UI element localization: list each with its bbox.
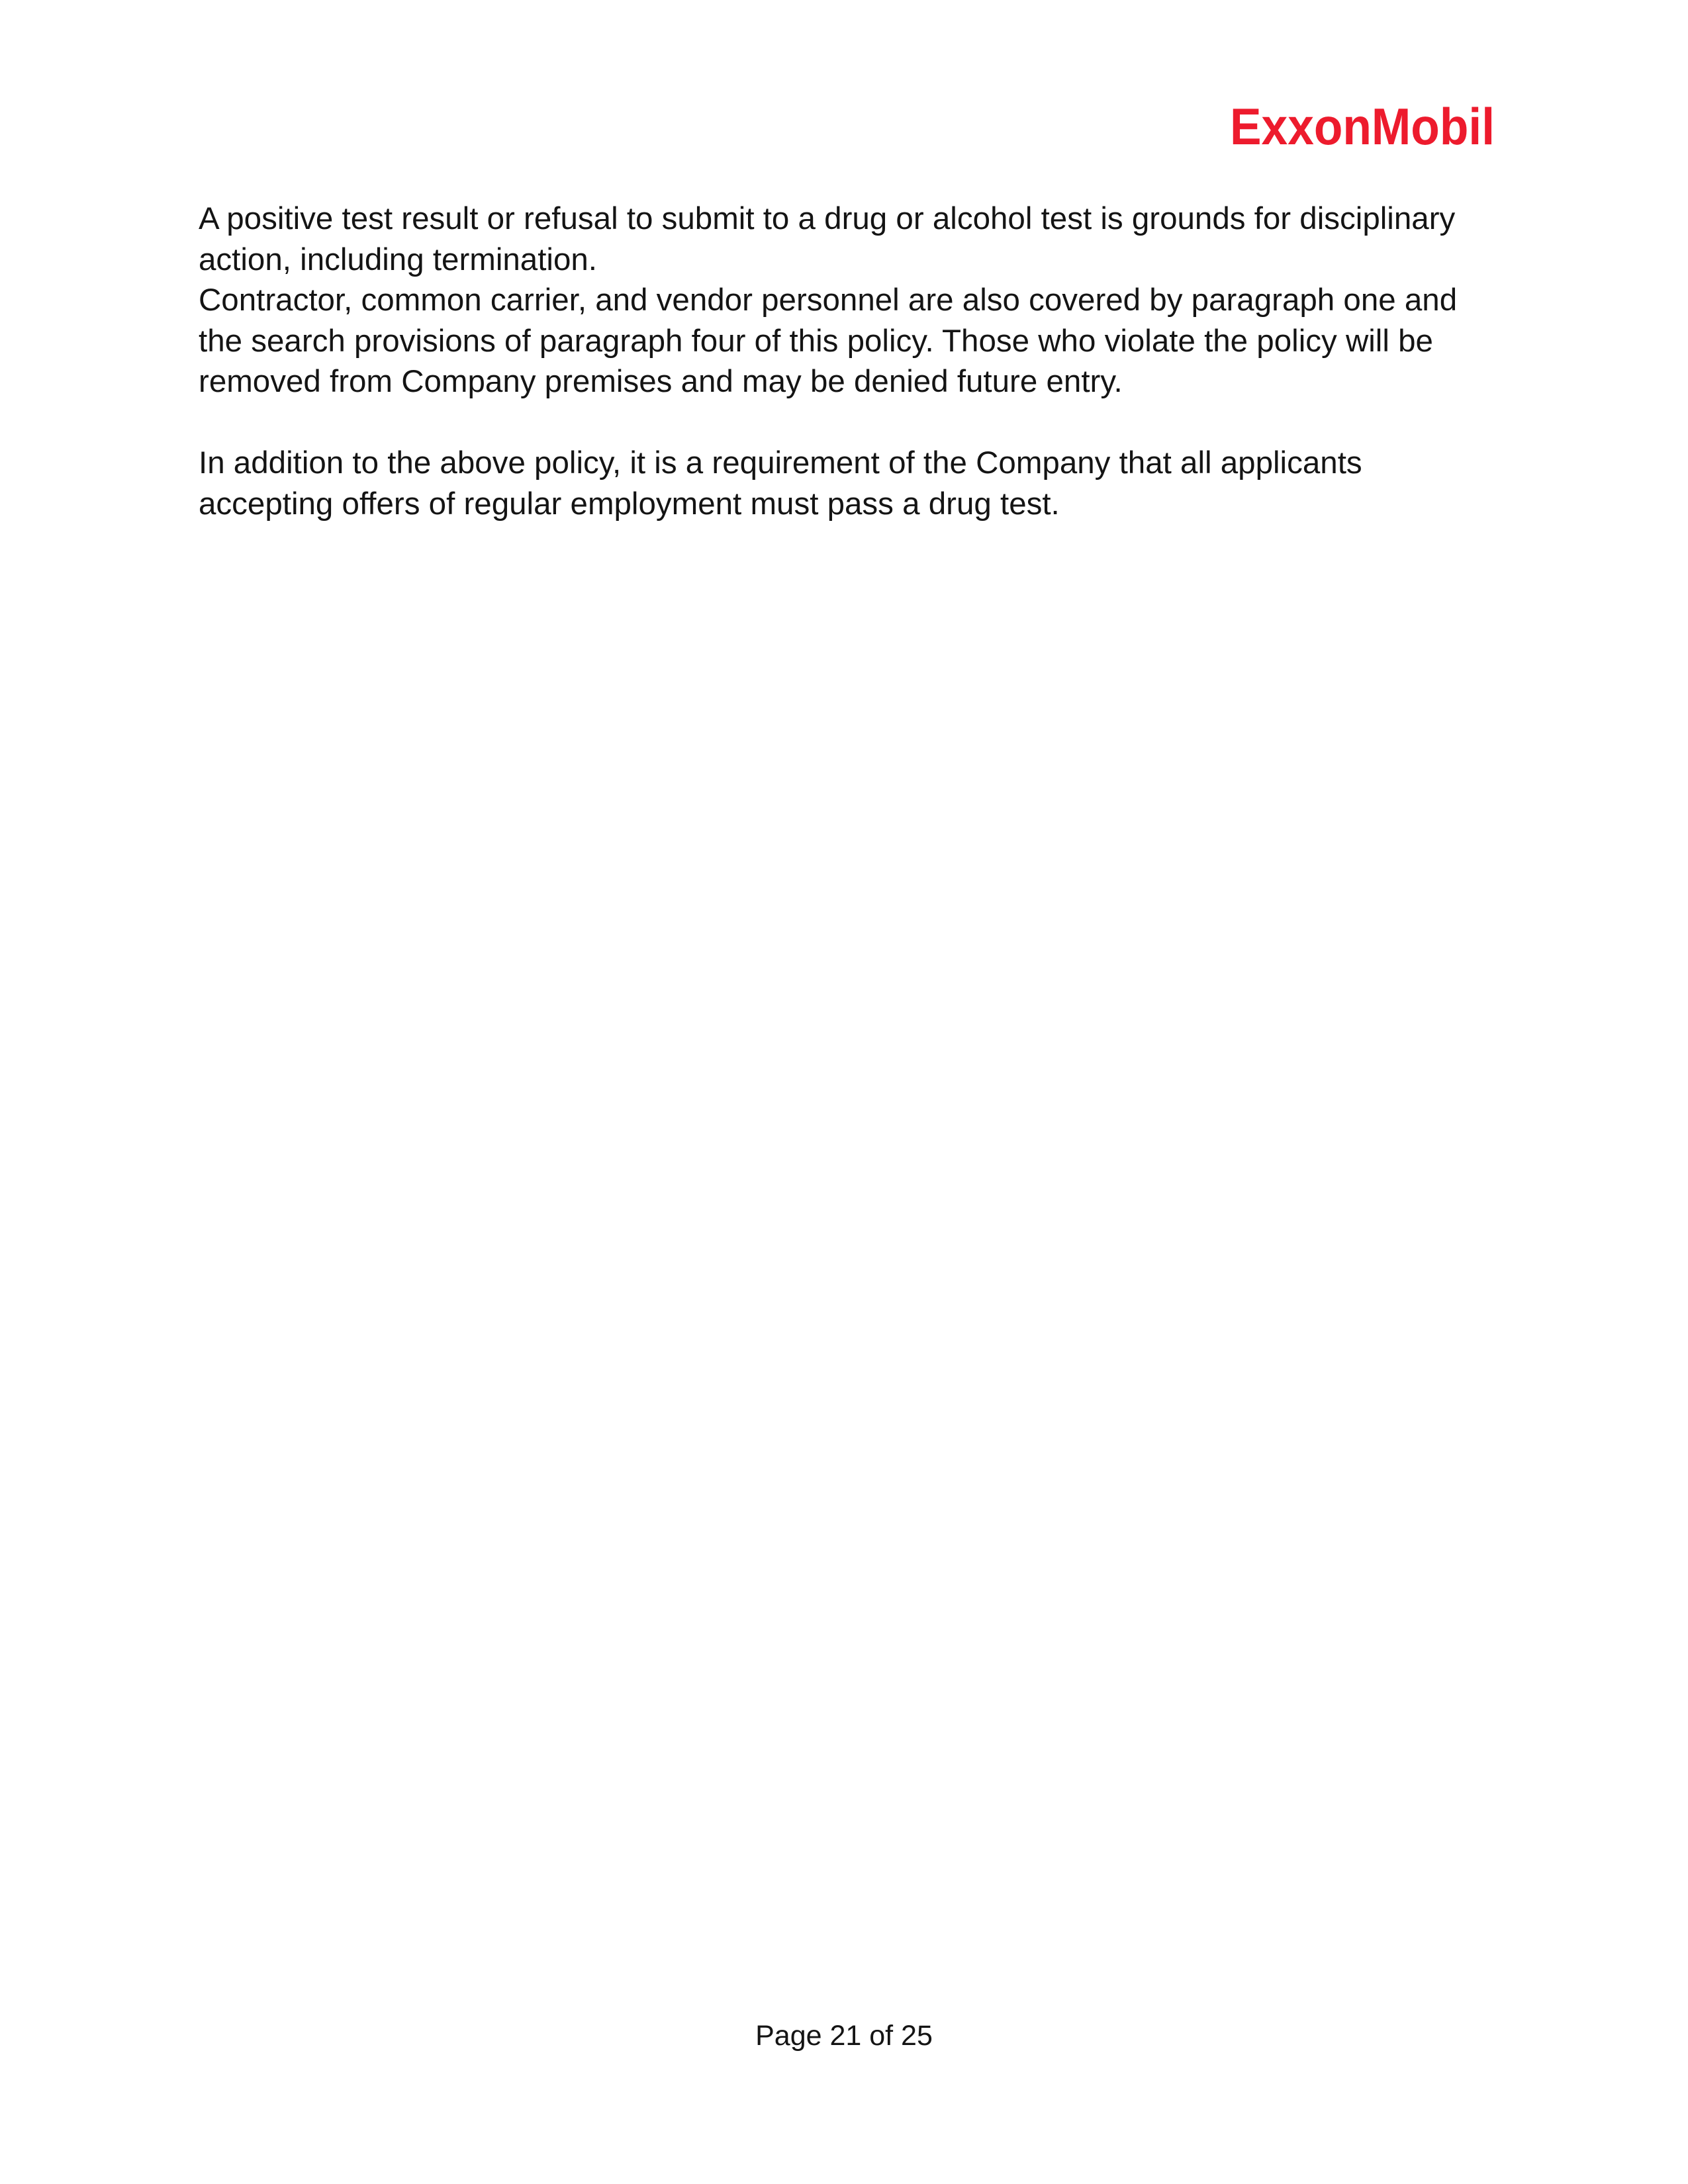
paragraph-disciplinary: A positive test result or refusal to submit to a drug or alcohol test is grounds for disciplinary action, including termination. xyxy=(199,201,1456,277)
paragraph-gap xyxy=(199,402,1496,443)
paragraph-drug-test-requirement: In addition to the above policy, it is a requirement of the Company that all applicants accepting offers of regular employment must pass a drug test. xyxy=(199,445,1362,522)
paragraph-contractor: Contractor, common carrier, and vendor personnel are also covered by paragraph one and the search provisions of paragraph four of this policy. Those who violate the policy will be removed from Company premises and may be denied future entry. xyxy=(199,283,1458,399)
exxonmobil-logo xyxy=(1230,93,1495,159)
page-number: Page 21 of 25 xyxy=(755,2020,933,2052)
logo-wordmark: ExxonMobil xyxy=(1230,97,1495,156)
logo-graphic xyxy=(1230,93,1495,159)
body-text xyxy=(199,199,1496,524)
